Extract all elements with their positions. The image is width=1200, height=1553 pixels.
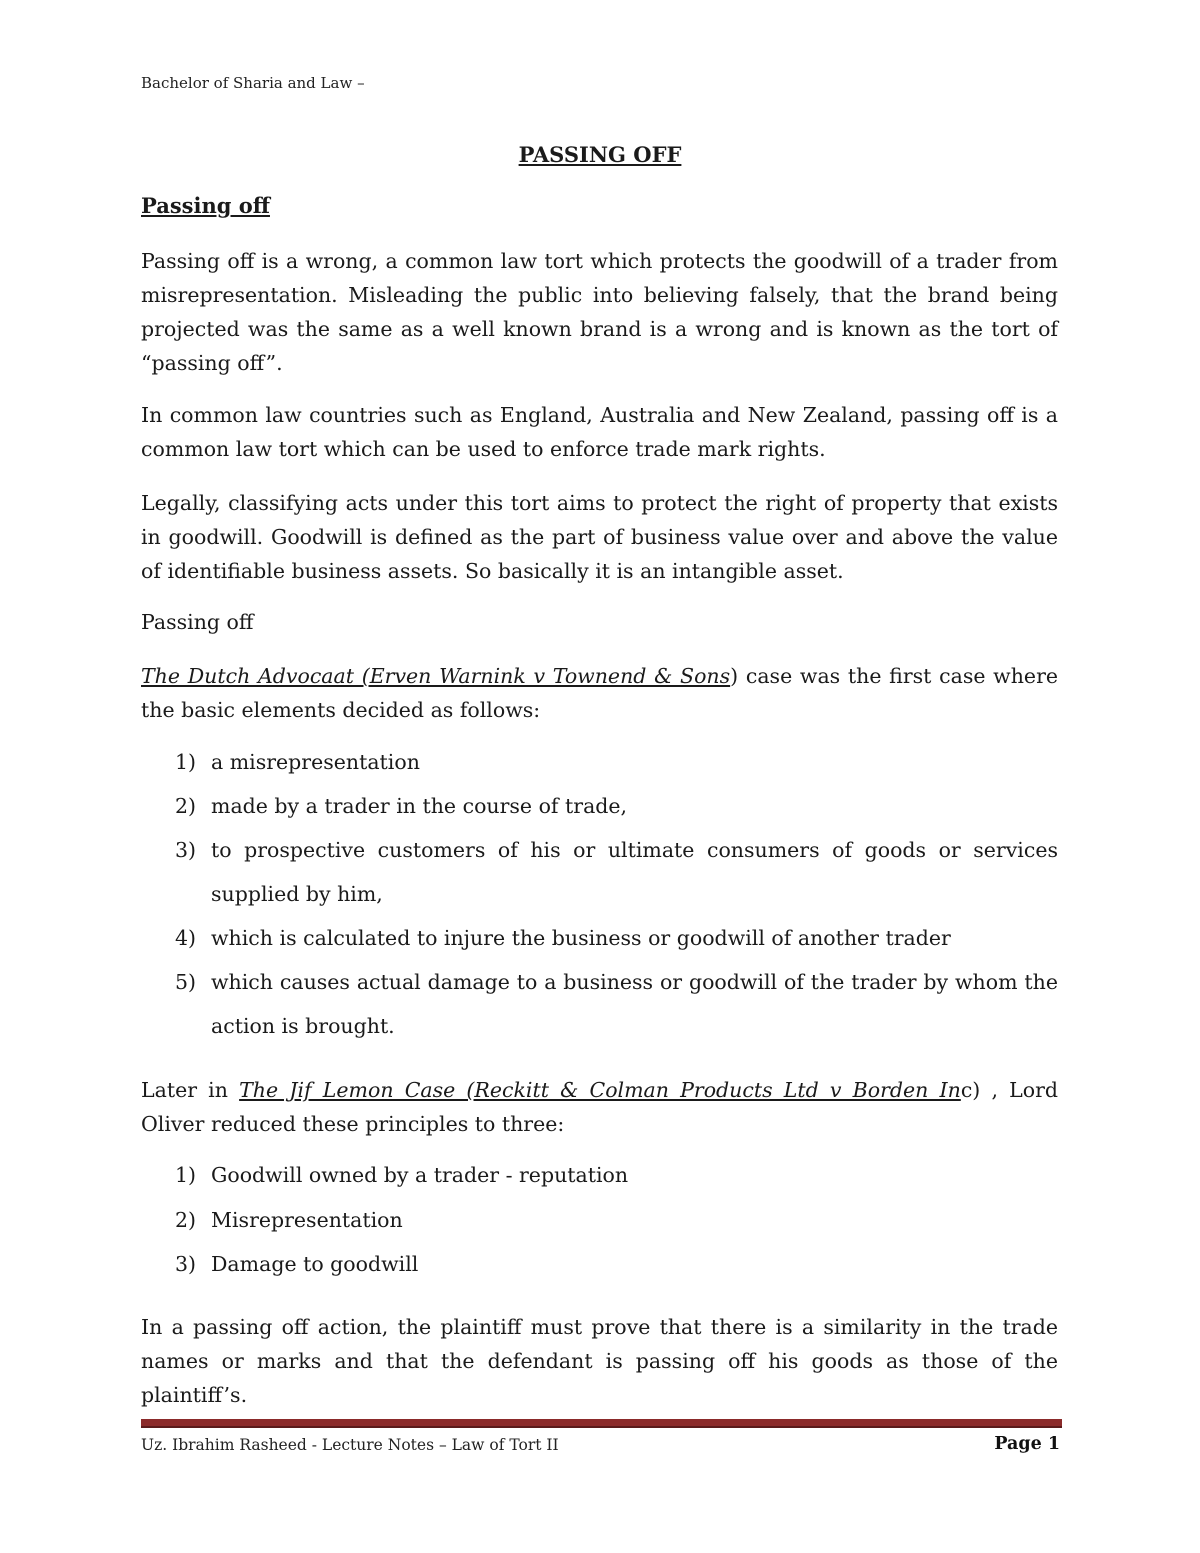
paragraph-goodwill: Legally, classifying acts under this tort aims to protect the right of property that exists in goodwill. Goodwill is defined as the part of business value over and above the value of identifiable business assets. So basically it is an intangible asset. <box>141 491 1058 583</box>
list-item <box>141 784 1058 828</box>
list-number: 1) <box>175 1163 197 1187</box>
list-item <box>141 1153 1058 1198</box>
list-item <box>141 960 1058 1048</box>
list-item <box>141 916 1058 960</box>
list-number: 3) <box>175 1252 197 1276</box>
list-item-text: to prospective customers of his or ultimate consumers of goods or services supplied by him, <box>211 838 1058 906</box>
list-number: 3) <box>175 838 197 862</box>
list-item <box>141 1242 1058 1287</box>
elements-list <box>141 740 1058 1048</box>
paragraph-text: ) case was the first case where the basic elements decided as follows: <box>141 664 1058 722</box>
case-citation-dutch-advocaat: The Dutch Advocaat (Erven Warnink v Townend & Sons <box>141 664 731 688</box>
list-item-text: Misrepresentation <box>211 1207 403 1232</box>
paragraph-definition: Passing off is a wrong, a common law tort which protects the goodwill of a trader from misrepresentation. Misleading the public into believing falsely, that the brand being projected was the same as a well known brand is a wrong and is known as the tort of “passing off”. <box>141 249 1058 375</box>
list-item-text: a misrepresentation <box>211 750 420 774</box>
paragraph-subheading: Passing off <box>141 610 254 634</box>
page-number: Page 1 <box>994 1434 1060 1454</box>
principles-list <box>141 1153 1058 1287</box>
paragraph-dutch-advocaat <box>141 659 1058 727</box>
paragraph-text: c) , Lord Oliver reduced these principles to three: <box>141 1078 1059 1136</box>
list-number: 4) <box>175 926 197 950</box>
list-item <box>141 1198 1058 1243</box>
list-item-text: which is calculated to injure the business or goodwill of another trader <box>211 926 951 950</box>
paragraph-jif-lemon <box>141 1073 1058 1141</box>
list-item <box>141 740 1058 784</box>
case-citation-jif-lemon: The Jif Lemon Case (Reckitt & Colman Products Ltd v Borden In <box>239 1078 961 1102</box>
paragraph-common-law: In common law countries such as England, Australia and New Zealand, passing off is a common law tort which can be used to enforce trade mark rights. <box>141 403 1058 461</box>
list-number: 2) <box>175 794 197 818</box>
list-number: 2) <box>175 1207 197 1232</box>
list-item-text: Goodwill owned by a trader - reputation <box>211 1163 629 1187</box>
list-item-text: which causes actual damage to a business or goodwill of the trader by whom the action is brought. <box>211 970 1058 1038</box>
section-heading: Passing off <box>141 193 270 218</box>
footer-divider <box>141 1419 1062 1428</box>
page-title: PASSING OFF <box>518 142 682 167</box>
list-item-text: Damage to goodwill <box>211 1252 419 1276</box>
paragraph-text: Later in <box>141 1078 240 1102</box>
footer-author: Uz. Ibrahim Rasheed - Lecture Notes – Law of Tort II <box>141 1436 559 1454</box>
list-number: 5) <box>175 970 197 994</box>
list-item-text: made by a trader in the course of trade, <box>211 794 628 818</box>
page-header: Bachelor of Sharia and Law – <box>141 74 365 92</box>
paragraph-plaintiff: In a passing off action, the plaintiff must prove that there is a similarity in the trade names or marks and that the defendant is passing off his goods as those of the plaintiff’s. <box>141 1315 1058 1407</box>
list-item <box>141 828 1058 916</box>
list-number: 1) <box>175 750 197 774</box>
